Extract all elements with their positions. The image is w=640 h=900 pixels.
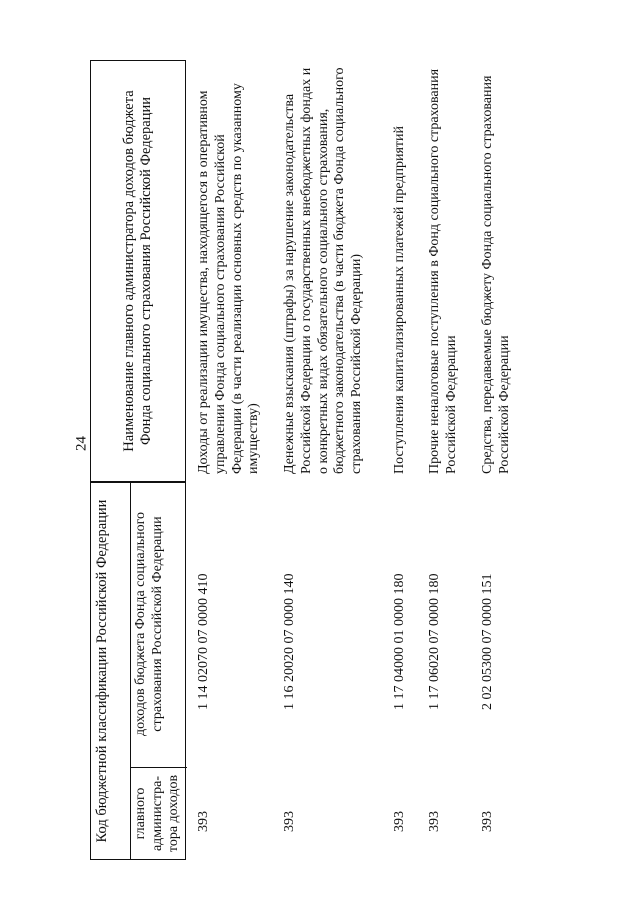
admin-code-cell: 393 (392, 811, 407, 832)
income-name-cell: Денежные взыскания (штрафы) за нарушение законодательства Российской Федерации о государственных внебюджетных фондах и о конкретных видах обязательного социального страхования, бюджетного законодательства (в части бюджета Фонда социального страхования Российской Федерации) (282, 67, 365, 474)
income-name-cell: Прочие неналоговые поступления в Фонд социального страхования Российской Федерации (427, 68, 459, 474)
income-code-cell: 1 16 20020 07 0000 140 (282, 573, 297, 710)
income-code-cell: 1 14 02070 07 0000 410 (196, 573, 211, 710)
income-code-cell: 2 02 05300 07 0000 151 (480, 573, 495, 710)
budget-classification-table (90, 60, 512, 860)
admin-code-cell: 393 (282, 811, 297, 832)
header-income-column: доходов бюджета Фонда социального страхования Российской Федерации (133, 512, 165, 736)
header-name-column-text: Наименование главного администратора доходов бюджета Фонда социального страхования Российской Федерации (120, 90, 154, 452)
admin-code-cell: 393 (480, 811, 495, 832)
header-code-group-title: Код бюджетной классификации Российской Федерации (91, 483, 131, 859)
income-name-cell: Поступления капитализированных платежей предприятий (392, 125, 407, 474)
admin-code-cell: 393 (196, 811, 211, 832)
income-code-cell: 1 17 04000 01 0000 180 (392, 573, 407, 710)
income-name-cell: Средства, передаваемые бюджету Фонда социального страхования Российской Федерации (480, 75, 512, 474)
income-name-cell: Доходы от реализации имущества, находящегося в оперативном управлении Фонда социального страхования Российской Федерации (в части реализации основных средств по указанному имуществу) (196, 83, 262, 474)
header-admin-column: главного администра-тора доходов (131, 767, 187, 859)
page-number: 24 (73, 436, 90, 451)
admin-code-cell: 393 (427, 811, 442, 832)
income-code-cell: 1 17 06020 07 0000 180 (427, 573, 442, 710)
header-code-group (90, 482, 186, 860)
header-name-column (90, 60, 186, 482)
